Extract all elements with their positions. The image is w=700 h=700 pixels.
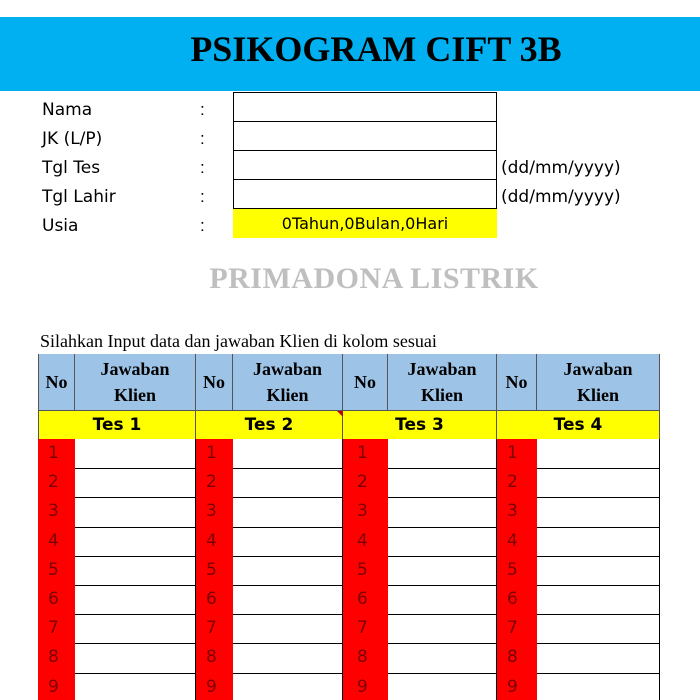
tes-3-label: Tes 3 (343, 411, 497, 439)
row-number-text: 8 (206, 647, 217, 668)
row-number-text: 7 (357, 618, 368, 639)
answer-cell[interactable] (233, 585, 343, 614)
label-nama: Nama (42, 100, 93, 120)
row-number-text: 3 (357, 501, 368, 522)
answer-cell[interactable] (537, 439, 660, 468)
label-tgl-tes: Tgl Tes (42, 158, 101, 178)
row-number-text: 1 (507, 443, 518, 463)
page-title: PSIKOGRAM CIFT 3B (190, 29, 562, 69)
answer-cell[interactable] (75, 643, 196, 672)
header-jawaban-3: Jawaban Klien (388, 354, 497, 411)
colon-jk: : (200, 129, 205, 148)
row-number-text: 7 (206, 618, 217, 639)
answer-cell[interactable] (537, 673, 660, 700)
row-number-text: 5 (206, 559, 217, 580)
tgl-lahir-input[interactable] (233, 179, 497, 209)
answer-cell[interactable] (537, 614, 660, 643)
row-number-text: 9 (507, 676, 518, 697)
tgl-tes-input[interactable] (233, 150, 497, 180)
label-jk: JK (L/P) (42, 129, 103, 149)
column-border (342, 439, 343, 700)
answer-cell[interactable] (388, 556, 497, 585)
row-number-text: 1 (357, 443, 368, 463)
answer-cell[interactable] (537, 527, 660, 556)
nama-input[interactable] (233, 92, 497, 122)
row-number-text: 8 (357, 647, 368, 668)
answer-cell[interactable] (75, 585, 196, 614)
answer-cell[interactable] (388, 497, 497, 526)
answer-cell[interactable] (233, 673, 343, 700)
answer-cell[interactable] (75, 527, 196, 556)
answer-grid (38, 354, 660, 700)
answer-cell[interactable] (233, 468, 343, 497)
tes-2-label: Tes 2 (196, 411, 343, 439)
row-number-text: 4 (507, 530, 518, 551)
row-number-text: 4 (206, 530, 217, 551)
answer-cell[interactable] (75, 556, 196, 585)
row-number-text: 6 (357, 589, 368, 609)
row-number-text: 1 (206, 443, 217, 463)
answer-cell[interactable] (233, 527, 343, 556)
colon-usia: : (200, 216, 205, 235)
row-number-text: 9 (48, 676, 59, 697)
answer-cell[interactable] (388, 527, 497, 556)
tes-1-label: Tes 1 (38, 411, 196, 439)
instruction-text: Silahkan Input data dan jawaban Klien di kolom sesuai (40, 331, 437, 351)
answer-cell[interactable] (388, 468, 497, 497)
watermark: PRIMADONA LISTRIK (209, 262, 539, 295)
column-border (195, 439, 196, 700)
answer-cell[interactable] (537, 643, 660, 672)
title-banner (0, 17, 700, 91)
label-usia: Usia (42, 216, 79, 236)
row-number-text: 4 (48, 530, 59, 551)
row-number-text: 8 (48, 647, 59, 668)
answer-cell[interactable] (537, 497, 660, 526)
answer-cell[interactable] (388, 643, 497, 672)
answer-cell[interactable] (75, 439, 196, 468)
row-number-text: 6 (206, 589, 217, 609)
colon-tgl-lahir: : (200, 187, 205, 206)
answer-cell[interactable] (233, 556, 343, 585)
answer-cell[interactable] (233, 439, 343, 468)
answer-cell[interactable] (537, 468, 660, 497)
row-number-text: 5 (357, 559, 368, 580)
answer-cell[interactable] (388, 614, 497, 643)
row-number-text: 4 (357, 530, 368, 551)
row-number-text: 9 (357, 676, 368, 697)
comment-marker (337, 411, 343, 417)
answer-cell[interactable] (388, 673, 497, 700)
answer-cell[interactable] (388, 439, 497, 468)
answer-cell[interactable] (75, 497, 196, 526)
row-number-text: 3 (48, 501, 59, 522)
jk-input[interactable] (233, 121, 497, 151)
answer-cell[interactable] (75, 614, 196, 643)
row-number-text: 2 (357, 472, 368, 493)
row-number-text: 3 (507, 501, 518, 522)
header-jawaban-2: Jawaban Klien (233, 354, 343, 411)
answer-cell[interactable] (537, 556, 660, 585)
row-number-text: 6 (507, 589, 518, 609)
row-number-text: 2 (206, 472, 217, 493)
row-number-text: 9 (206, 676, 217, 697)
answer-cell[interactable] (75, 468, 196, 497)
answer-cell[interactable] (233, 497, 343, 526)
colon-nama: : (200, 100, 205, 119)
answer-cell[interactable] (537, 585, 660, 614)
header-no-2: No (196, 354, 233, 411)
tgl-tes-format-hint: (dd/mm/yyyy) (501, 158, 621, 178)
colon-tgl-tes: : (200, 158, 205, 177)
usia-value: 0Tahun,0Bulan,0Hari (233, 209, 497, 238)
tgl-lahir-format-hint: (dd/mm/yyyy) (501, 187, 621, 207)
row-number-text: 7 (48, 618, 59, 639)
header-jawaban-1: Jawaban Klien (75, 354, 196, 411)
row-number-text: 5 (507, 559, 518, 580)
answer-cell[interactable] (233, 614, 343, 643)
row-number-text: 6 (48, 589, 59, 609)
row-number-text: 2 (507, 472, 518, 493)
answer-cell[interactable] (75, 673, 196, 700)
row-number-text: 1 (48, 443, 59, 463)
header-no-4: No (497, 354, 537, 411)
row-number-text: 8 (507, 647, 518, 668)
column-border (496, 439, 497, 700)
label-tgl-lahir: Tgl Lahir (42, 187, 116, 207)
header-no-3: No (343, 354, 388, 411)
answer-cell[interactable] (388, 585, 497, 614)
row-number-text: 7 (507, 618, 518, 639)
row-number-text: 5 (48, 559, 59, 580)
answer-cell[interactable] (233, 643, 343, 672)
row-number-text: 3 (206, 501, 217, 522)
header-no-1: No (38, 354, 75, 411)
header-jawaban-4: Jawaban Klien (537, 354, 660, 411)
row-number-text: 2 (48, 472, 59, 493)
column-border (659, 439, 660, 700)
tes-4-label: Tes 4 (497, 411, 660, 439)
